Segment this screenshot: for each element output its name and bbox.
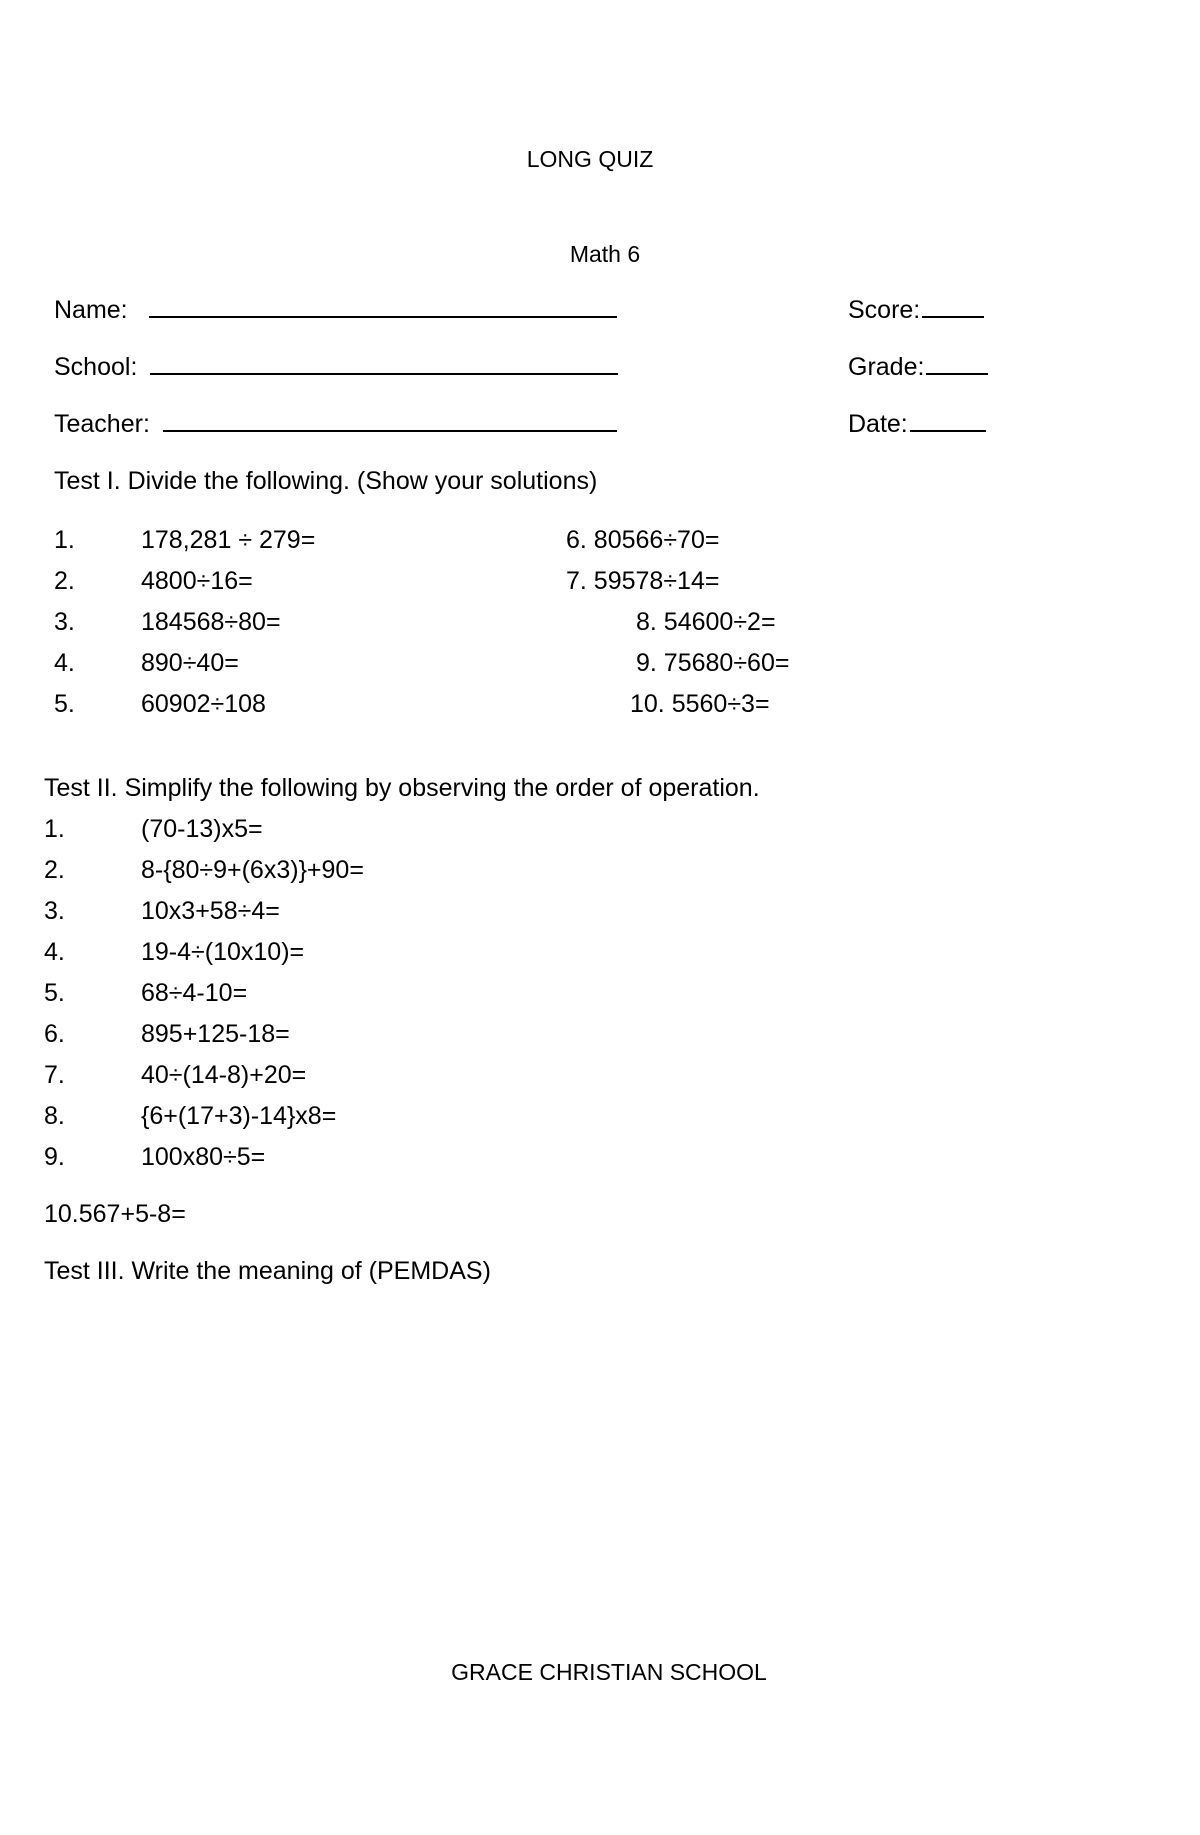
list-item: 9. 75680÷60= xyxy=(636,649,790,677)
item-expression: 8-{80÷9+(6x3)}+90= xyxy=(141,856,364,884)
item-number: 5. xyxy=(54,690,75,718)
item-number: 2. xyxy=(44,856,65,884)
list-item: 6. 80566÷70= xyxy=(566,526,720,554)
list-item xyxy=(54,690,266,719)
test3-heading: Test III. Write the meaning of (PEMDAS) xyxy=(44,1257,491,1285)
teacher-blank xyxy=(163,429,617,432)
item-number: 8. xyxy=(44,1102,65,1130)
item-number: 3. xyxy=(54,608,75,636)
test1-heading: Test I. Divide the following. (Show your solutions) xyxy=(54,467,598,495)
score-blank xyxy=(922,315,984,318)
item-expression: 4800÷16= xyxy=(141,567,253,595)
score-label: Score: xyxy=(848,296,921,324)
name-label: Name: xyxy=(54,296,128,324)
teacher-label: Teacher: xyxy=(54,410,150,438)
grade-field xyxy=(848,353,988,382)
list-item: 8. 54600÷2= xyxy=(636,608,776,636)
quiz-title: LONG QUIZ xyxy=(526,146,654,172)
list-item-last: 10.567+5-8= xyxy=(44,1200,186,1228)
item-expression: 100x80÷5= xyxy=(141,1143,266,1171)
list-item xyxy=(54,608,281,637)
school-blank xyxy=(150,372,618,375)
name-blank xyxy=(149,315,617,318)
list-item xyxy=(44,1143,266,1172)
list-item xyxy=(44,979,248,1008)
school-label: School: xyxy=(54,353,138,381)
score-field xyxy=(848,296,984,325)
item-number: 9. xyxy=(44,1143,65,1171)
list-item xyxy=(44,1102,337,1131)
item-expression: 10x3+58÷4= xyxy=(141,897,280,925)
list-item: 7. 59578÷14= xyxy=(566,567,720,595)
item-number: 5. xyxy=(44,979,65,1007)
item-number: 3. xyxy=(44,897,65,925)
list-item xyxy=(44,856,364,885)
item-number: 1. xyxy=(44,815,65,843)
item-number: 6. xyxy=(44,1020,65,1048)
item-expression: 60902÷108 xyxy=(141,690,266,718)
list-item xyxy=(44,815,263,844)
item-number: 4. xyxy=(44,938,65,966)
item-expression: 40÷(14-8)+20= xyxy=(141,1061,307,1089)
list-item xyxy=(54,649,239,678)
date-field xyxy=(848,410,986,439)
list-item xyxy=(54,567,253,596)
grade-label: Grade: xyxy=(848,353,925,381)
grade-blank xyxy=(926,372,988,375)
item-expression: 890÷40= xyxy=(141,649,239,677)
quiz-subject: Math 6 xyxy=(569,241,641,267)
school-footer: GRACE CHRISTIAN SCHOOL xyxy=(451,1659,767,1685)
item-expression: 895+125-18= xyxy=(141,1020,290,1048)
item-expression: 19-4÷(10x10)= xyxy=(141,938,305,966)
school-field xyxy=(54,353,618,382)
item-expression: 68÷4-10= xyxy=(141,979,248,1007)
list-item xyxy=(44,897,280,926)
item-expression: 178,281 ÷ 279= xyxy=(141,526,316,554)
item-number: 2. xyxy=(54,567,75,595)
item-number: 7. xyxy=(44,1061,65,1089)
date-blank xyxy=(910,429,986,432)
list-item: 10. 5560÷3= xyxy=(630,690,770,718)
date-label: Date: xyxy=(848,410,908,438)
list-item xyxy=(44,1061,307,1090)
item-expression: {6+(17+3)-14}x8= xyxy=(141,1102,337,1130)
item-number: 4. xyxy=(54,649,75,677)
list-item xyxy=(44,1020,290,1049)
item-expression: (70-13)x5= xyxy=(141,815,263,843)
teacher-field xyxy=(54,410,617,439)
name-field xyxy=(54,296,617,325)
test2-heading: Test II. Simplify the following by observing the order of operation. xyxy=(44,774,760,802)
list-item xyxy=(54,526,316,555)
item-number: 1. xyxy=(54,526,75,554)
item-expression: 184568÷80= xyxy=(141,608,281,636)
list-item xyxy=(44,938,305,967)
